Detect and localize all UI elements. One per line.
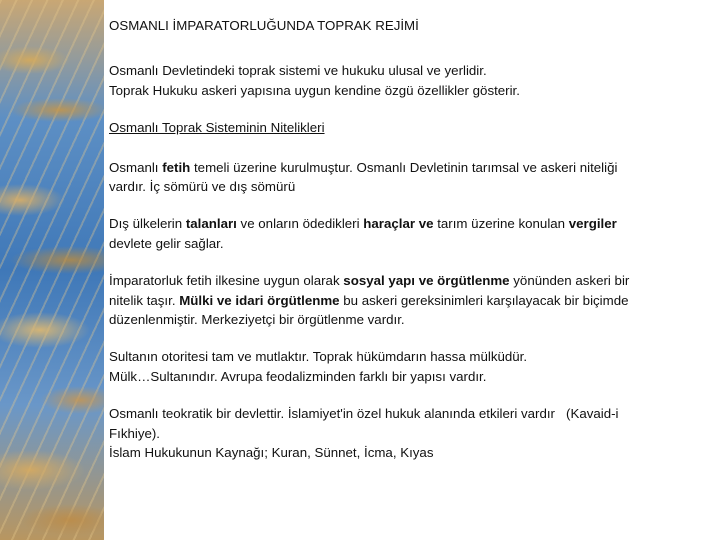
paragraph bbox=[109, 214, 709, 253]
text-segment: Sultanın otoritesi tam ve mutlaktır. Toprak hükümdarın hassa mülküdür. bbox=[109, 349, 528, 365]
text-line bbox=[109, 291, 709, 310]
paragraph bbox=[109, 158, 709, 197]
text-line bbox=[109, 234, 709, 253]
text-segment: Dış ülkelerin bbox=[109, 216, 186, 232]
text-line bbox=[109, 61, 709, 80]
text-segment: tarım üzerine konulan bbox=[433, 216, 569, 232]
text-segment: yönünden askeri bir bbox=[509, 273, 630, 289]
text-segment: ve onların ödedikleri bbox=[236, 216, 364, 232]
text-line bbox=[109, 177, 709, 196]
text-line bbox=[109, 81, 709, 100]
text-line bbox=[109, 367, 709, 386]
text-segment: Osmanlı Devletindeki toprak sistemi ve hukuku ulusal ve yerlidir. bbox=[109, 63, 487, 79]
text-segment: devlete gelir sağlar. bbox=[109, 235, 224, 251]
bold-text: sosyal yapı ve örgütlenme bbox=[343, 273, 510, 289]
text-segment: Mülk…Sultanındır. Avrupa feodalizminden farklı bir yapısı vardır. bbox=[109, 368, 487, 384]
text-segment: Fıkhiye). bbox=[109, 425, 160, 441]
text-segment: düzenlenmiştir. Merkeziyetçi bir örgütlenme vardır. bbox=[109, 312, 405, 328]
text-segment: Osmanlı bbox=[109, 159, 163, 175]
text-line bbox=[109, 443, 709, 462]
text-line bbox=[109, 424, 709, 443]
bold-text: Mülki ve idari örgütlenme bbox=[179, 292, 340, 308]
text-segment: nitelik taşır. bbox=[109, 292, 180, 308]
text-line bbox=[109, 404, 709, 423]
text-segment: İmparatorluk fetih ilkesine uygun olarak bbox=[109, 273, 344, 289]
paragraph bbox=[109, 404, 709, 462]
text-line bbox=[109, 310, 709, 329]
text-segment: Osmanlı teokratik bir devlettir. İslamiyet'in özel hukuk alanında etkileri vardır (Kavaid-i bbox=[109, 406, 619, 422]
text-segment: temeli üzerine kurulmuştur. Osmanlı Devletinin tarımsal ve askeri niteliği bbox=[190, 159, 618, 175]
bold-text: fetih bbox=[162, 159, 191, 175]
text-segment: vardır. İç sömürü ve dış sömürü bbox=[109, 179, 296, 195]
slide-title: OSMANLI İMPARATORLUĞUNDA TOPRAK REJİMİ bbox=[109, 18, 419, 33]
text-line bbox=[109, 271, 709, 290]
bold-text: haraçlar ve bbox=[363, 216, 434, 232]
section-heading: Osmanlı Toprak Sisteminin Nitelikleri bbox=[109, 120, 325, 136]
paragraph bbox=[109, 271, 709, 329]
intro-paragraph bbox=[109, 61, 709, 100]
text-line bbox=[109, 214, 709, 233]
bold-text: vergiler bbox=[568, 216, 617, 232]
paragraph-list bbox=[109, 158, 709, 463]
paragraph bbox=[109, 347, 709, 386]
wheat-field-photo bbox=[0, 0, 104, 540]
bold-text: talanları bbox=[185, 216, 237, 232]
text-line bbox=[109, 347, 709, 366]
text-segment: Toprak Hukuku askeri yapısına uygun kendine özgü özellikler gösterir. bbox=[109, 82, 520, 98]
text-segment: bu askeri gereksinimleri karşılayacak bir biçimde bbox=[339, 292, 629, 308]
slide-content bbox=[109, 16, 709, 481]
text-segment: İslam Hukukunun Kaynağı; Kuran, Sünnet, İcma, Kıyas bbox=[109, 445, 434, 461]
text-line bbox=[109, 158, 709, 177]
